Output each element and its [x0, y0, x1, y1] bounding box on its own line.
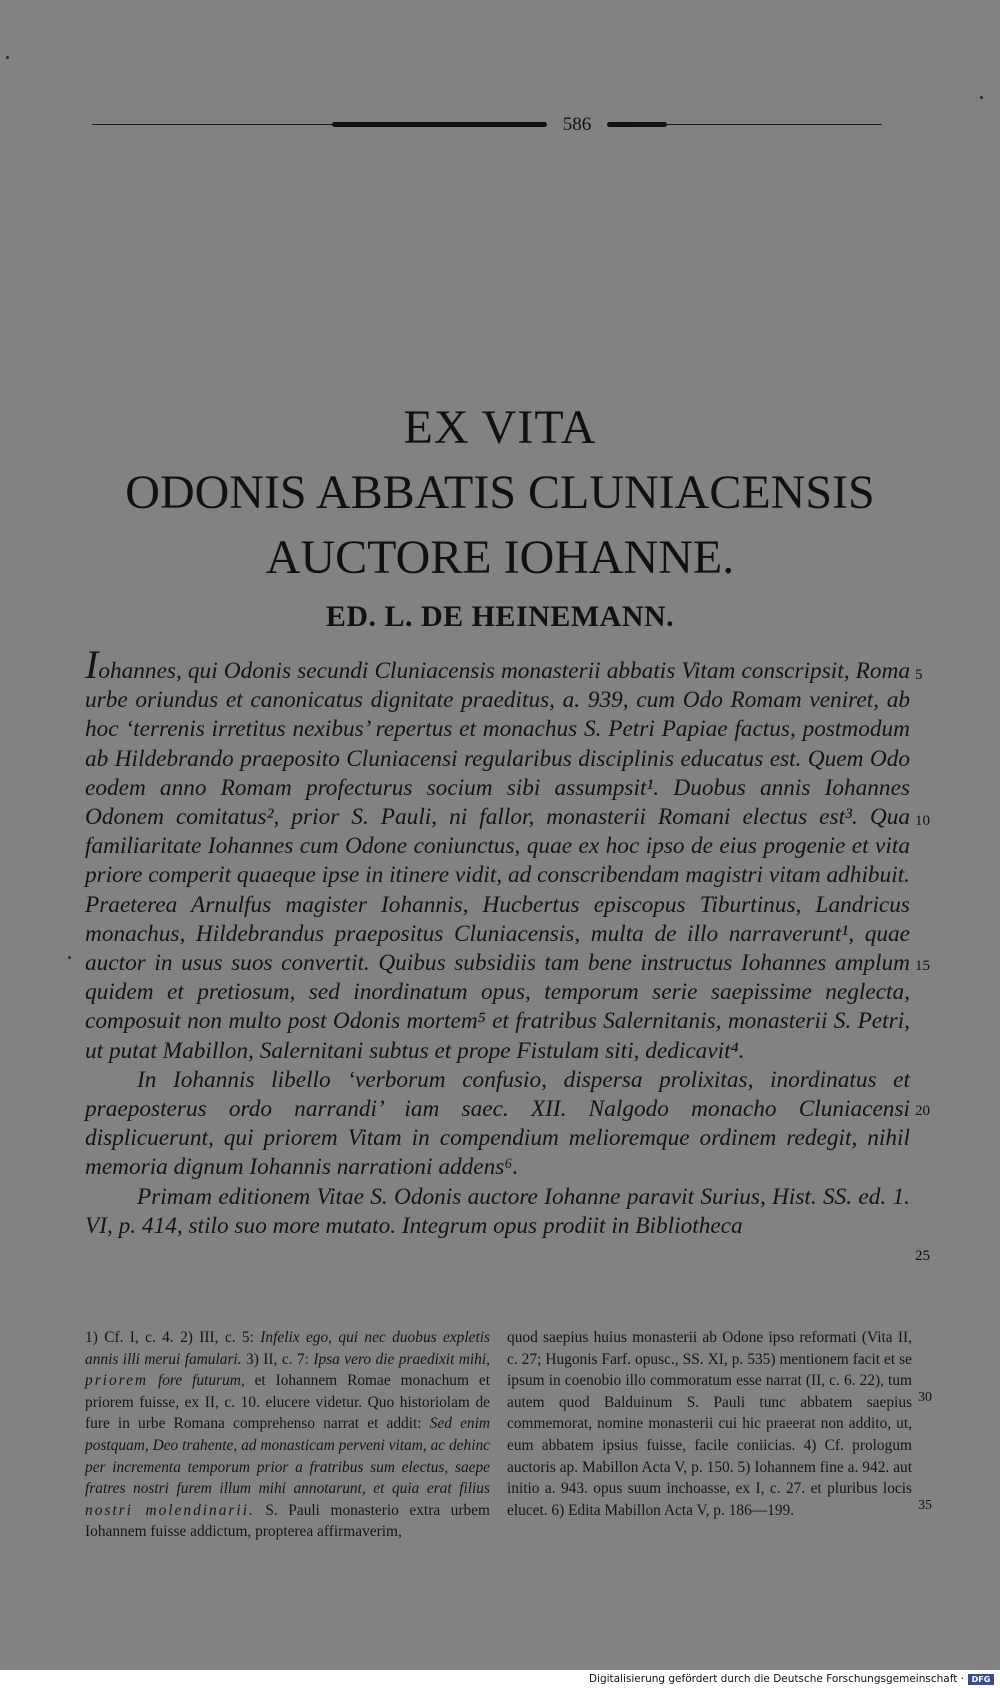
header-rule-left: [92, 124, 342, 125]
paragraph-3: Primam editionem Vitae S. Odonis auctore Iohanne paravit Surius, Hist. SS. ed. 1. VI, p. 414, stilo suo more mutato. Integrum opus prodiit in Bibliotheca: [85, 1183, 910, 1239]
dfg-logo-icon: DFG: [968, 1674, 994, 1685]
footnote-text: S. Pauli monasterio extra urbem Iohannem fuisse addictum, propterea affirmaverim,: [85, 1501, 490, 1541]
footnote-quote: Ipsa vero die praedixit mihi,: [313, 1350, 490, 1368]
footnote-quote: Infelix ego, qui nec duobus expletis annis illi merui famulari.: [85, 1329, 491, 1368]
footnotes-left-column: [85, 1327, 490, 1543]
footer-credit: Digitalisierung gefördert durch die Deutsche Forschungsgemeinschaft ·: [588, 1673, 964, 1685]
scan-speck: [980, 96, 983, 99]
initial-letter: I: [85, 642, 99, 687]
scan-speck: [68, 956, 71, 959]
line-number: 15: [915, 958, 930, 974]
line-number: 35: [918, 1498, 932, 1513]
paragraph-1-text: ohannes, qui Odonis secundi Cluniacensis monasterii abbatis Vitam conscripsit, Roma urbe oriundus et canonicatus dignitate praeditus, a. 939, cum Odo Romam veniret, ab hoc ‘terrenis irretitus nexibus’ repertus et monachus S. Petri Papiae factus, postmodum ab Hildebrando praeposito Cluniacensi regularibus disciplinis educatus est. Quem Odo eodem anno Romam profecturus socium sibi assumpsit¹. Duobus annis Iohannes Odonem comitatus², prior S. Pauli, ni fallor, monasterii Romani electus est³. Qua familiaritate Iohannes cum Odone coniunctus, quae ex hoc ipso de eius progenie et vita priore comperit quaeque ipse in itinere vidit, ad conscribendam magistri vitam adhibuit. Praeterea Arnulfus magister Iohannis, Hucbertus episcopus Tiburtinus, Landricus monachus, Hildebrandus praepositus Cluniacensis, multa de illo narraverunt¹, quae auctor in usus suos convertit. Quibus subsidiis tam bene instructus Iohannes amplum quidem et pretiosum, sed inordinatum opus, temporum serie saepissime neglecta, composuit non multo post Odonis mortem⁵ et fratribus Salernitanis, monasterii S. Petri, ut putat Mabillon, Salernitani subtus et prope Fistulam siti, dedicavit⁴.: [85, 658, 910, 1064]
paragraph-2: In Iohannis libello ‘verborum confusio, dispersa prolixitas, inordinatus et praeposterus ordo narrandi’ iam saec. XII. Nalgodo monacho Cluniacensi displicuerunt, qui priorem Vitam in compendium melioremque ordinem redegit, nihil memoria dignum Iohannis narrationi addens⁶.: [85, 1066, 910, 1181]
scan-speck: [6, 56, 9, 59]
footnote-quote: fore futurum,: [148, 1372, 245, 1390]
editor-line: ED. L. DE HEINEMANN.: [325, 600, 675, 633]
footnote-text: et Iohannem Romae monachum et priorem fuisse, ex II, c. 10. elucere videtur. Quo historiolam de fure in urbe Romana comprehenso narrat et addit:: [85, 1372, 490, 1433]
paragraph-1: [85, 642, 910, 1066]
header-bar-left: [332, 122, 547, 127]
footnote-spaced: nostri molendinarii.: [85, 1501, 255, 1519]
footnote-text: 3) II, c. 7:: [241, 1350, 314, 1368]
footer-bar: [0, 1670, 1000, 1688]
footnote-spaced: priorem: [85, 1372, 149, 1390]
footnote-quote: Sed enim postquam, Deo trahente, ad monasticam perveni vitam, ac dehinc per incrementa temporum prior a fratribus sum electus, saepe fratres nostri furem illum mihi annotarunt, et quia erat filius: [85, 1415, 490, 1498]
line-number: 10: [915, 813, 930, 829]
footnote-text: 1) Cf. I, c. 4. 2) III, c. 5:: [85, 1329, 261, 1346]
line-number: 5: [915, 667, 923, 683]
page-header: [92, 114, 882, 134]
footnotes-right-column: quod saepius huius monasterii ab Odone ipso reformati (Vita II, c. 27; Hugonis Farf. opusc., SS. XI, p. 535) mentionem facit et se ipsum in coenobio illo commoratum esse narrat (II, c. 6. 22), tum autem quod Balduinum S. Pauli tunc abbatem saepius commemorat, nomine monasterii cui hic praeerat non addito, ut, eum abbatem ipsius fuisse, facile coniicias. 4) Cf. prologum auctoris ap. Mabillon Acta V, p. 150. 5) Iohannem fine a. 942. aut initio a. 943. opus suum inchoasse, ex I, c. 27. et pluribus locis elucet. 6) Edita Mabillon Acta V, p. 186—199.: [507, 1329, 912, 1519]
title-line-2: ODONIS ABBATIS CLUNIACENSIS: [125, 466, 875, 519]
header-rule-right: [632, 124, 882, 125]
page-number: 586: [562, 114, 592, 135]
title-line-1: EX VITA: [403, 401, 597, 454]
line-number: 25: [915, 1248, 930, 1264]
line-number: 30: [918, 1390, 932, 1405]
title-line-3: AUCTORE IOHANNE.: [265, 531, 735, 584]
line-number: 20: [915, 1103, 930, 1119]
main-text: [85, 642, 910, 1241]
